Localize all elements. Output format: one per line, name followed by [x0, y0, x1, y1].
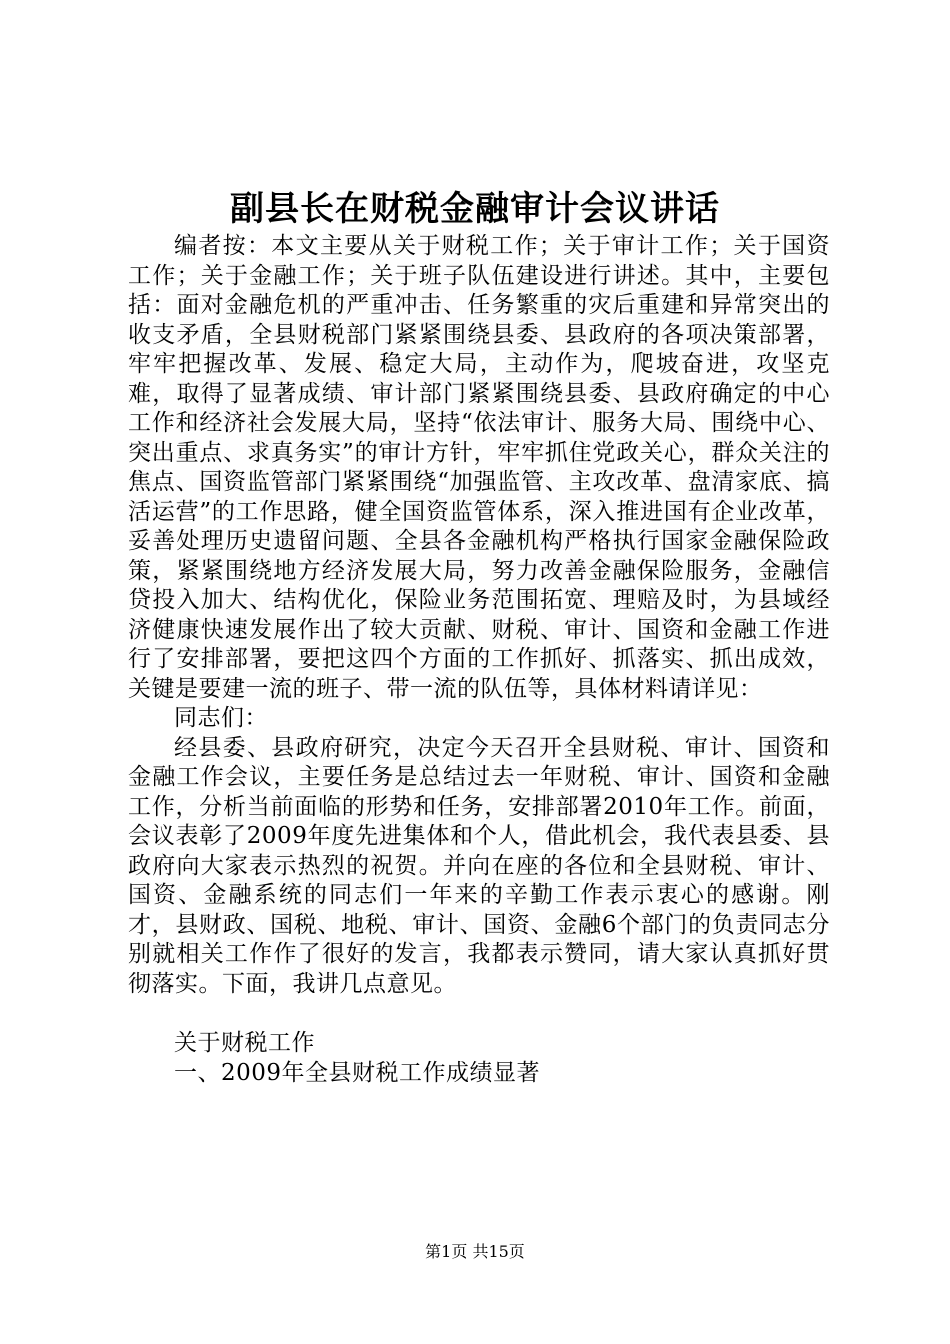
- salutation-paragraph: 同志们：: [174, 705, 268, 731]
- subsection-heading: 一、2009年全县财税工作成绩显著: [174, 1059, 541, 1086]
- main-paragraph: 经县委、县政府研究，决定今天召开全县财税、审计、国资和金融工作会议，主要任务是总结过去一年财税、审计、国资和金融工作，分析当前面临的形势和任务，安排部署2010年工作。前面，会议表彰了2009年度先进集体和个人，借此机会，我代表县委、县政府向大家表示热烈的祝贺。并向在座的各位和全县财税、审计、国资、金融系统的同志们一年来的辛勤工作表示衷心的感谢。刚才，县财政、国税、地税、审计、国资、金融6个部门的负责同志分别就相关工作作了很好的发言，我都表示赞同，请大家认真抓好贯彻落实。下面，我讲几点意见。: [128, 734, 830, 997]
- paragraph-spacer: [128, 999, 830, 1029]
- section-heading: 关于财税工作: [174, 1030, 315, 1056]
- document-body: [128, 232, 830, 1088]
- editor-note-paragraph: 编者按：本文主要从关于财税工作；关于审计工作；关于国资工作；关于金融工作；关于班子队伍建设进行讲述。其中，主要包括：面对金融危机的严重冲击、任务繁重的灾后重建和异常突出的收支矛盾，全县财税部门紧紧围绕县委、县政府的各项决策部署，牢牢把握改革、发展、稳定大局，主动作为，爬坡奋进，攻坚克难，取得了显著成绩、审计部门紧紧围绕县委、县政府确定的中心工作和经济社会发展大局，坚持“依法审计、服务大局、围绕中心、突出重点、求真务实”的审计方针，牢牢抓住党政关心，群众关注的焦点、国资监管部门紧紧围绕“加强监管、主攻改革、盘清家底、搞活运营”的工作思路，健全国资监管体系，深入推进国有企业改革，妥善处理历史遗留问题、全县各金融机构严格执行国家金融保险政策，紧紧围绕地方经济发展大局，努力改善金融保险服务，金融信贷投入加大、结构优化，保险业务范围拓宽、理赔及时，为县域经济健康快速发展作出了较大贡献、财税、审计、国资和金融工作进行了安排部署，要把这四个方面的工作抓好、抓落实、抓出成效，关键是要建一流的班子、带一流的队伍等，具体材料请详见：: [128, 233, 830, 702]
- page-footer: 第1页 共15页: [425, 1242, 525, 1261]
- document-title: 副县长在财税金融审计会议讲话: [230, 189, 720, 229]
